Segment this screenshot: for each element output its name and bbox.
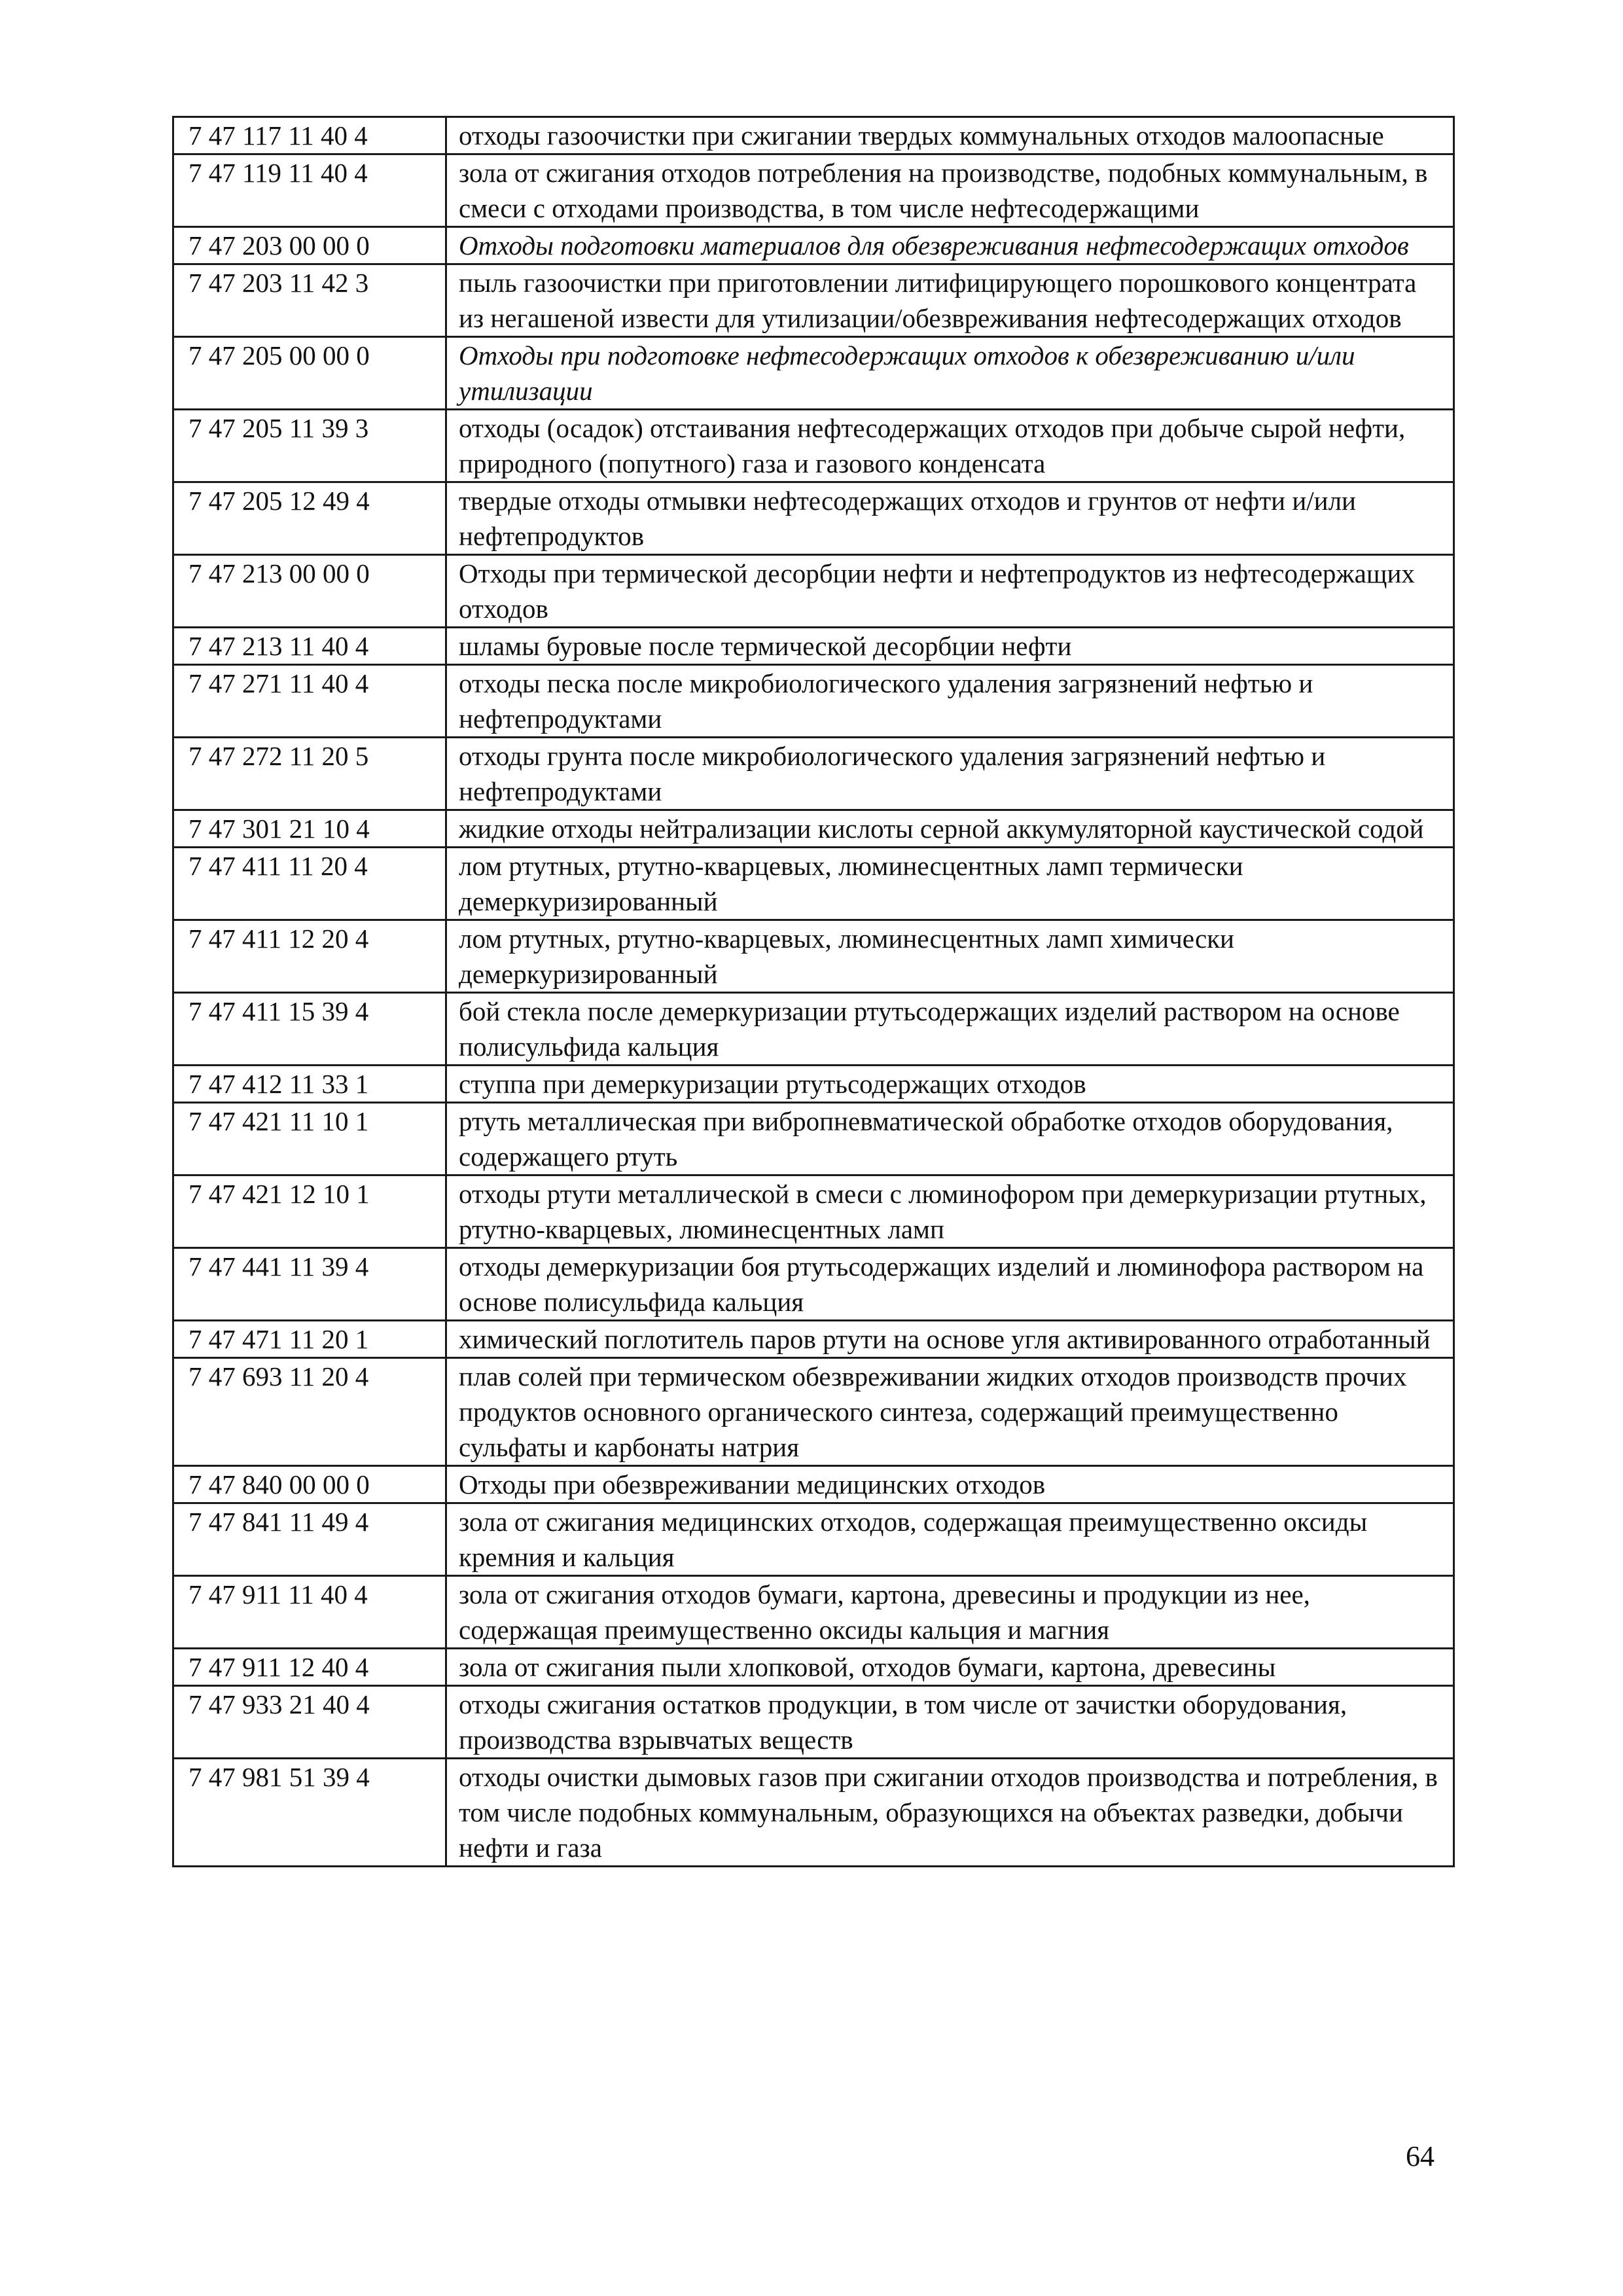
waste-code-cell: 7 47 421 11 10 1 xyxy=(173,1103,446,1175)
table-row xyxy=(173,993,1454,1066)
waste-code-cell: 7 47 412 11 33 1 xyxy=(173,1066,446,1103)
waste-code-cell: 7 47 411 11 20 4 xyxy=(173,848,446,920)
waste-description-cell: бой стекла после демеркуризации ртутьсодержащих изделий раствором на основе полисульфида кальция xyxy=(446,993,1454,1066)
waste-code-cell: 7 47 471 11 20 1 xyxy=(173,1321,446,1358)
waste-description-cell: отходы ртути металлической в смеси с люминофором при демеркуризации ртутных, ртутно-кварцевых, люминесцентных ламп xyxy=(446,1175,1454,1248)
table-body xyxy=(173,117,1454,1867)
waste-description-cell: плав солей при термическом обезвреживании жидких отходов производств прочих продуктов основного органического синтеза, содержащий преимущественно сульфаты и карбонаты натрия xyxy=(446,1358,1454,1466)
waste-code-cell: 7 47 203 00 00 0 xyxy=(173,227,446,264)
waste-description-cell: ртуть металлическая при вибропневматической обработке отходов оборудования, содержащего ртуть xyxy=(446,1103,1454,1175)
table-row xyxy=(173,1466,1454,1503)
table-row xyxy=(173,1175,1454,1248)
waste-description-cell: пыль газоочистки при приготовлении литифицирующего порошкового концентрата из негашеной извести для утилизации/обезвреживания нефтесодержащих отходов xyxy=(446,264,1454,337)
waste-code-cell: 7 47 933 21 40 4 xyxy=(173,1686,446,1759)
waste-code-cell: 7 47 213 11 40 4 xyxy=(173,628,446,665)
waste-description-cell: отходы грунта после микробиологического удаления загрязнений нефтью и нефтепродуктами xyxy=(446,738,1454,810)
waste-code-cell: 7 47 213 00 00 0 xyxy=(173,555,446,628)
waste-description-cell: отходы сжигания остатков продукции, в том числе от зачистки оборудования, производства взрывчатых веществ xyxy=(446,1686,1454,1759)
waste-description-cell: Отходы при подготовке нефтесодержащих отходов к обезвреживанию и/или утилизации xyxy=(446,337,1454,410)
waste-code-cell: 7 47 272 11 20 5 xyxy=(173,738,446,810)
waste-description-cell: отходы песка после микробиологического удаления загрязнений нефтью и нефтепродуктами xyxy=(446,665,1454,738)
waste-description-cell: зола от сжигания отходов бумаги, картона, древесины и продукции из нее, содержащая преимущественно оксиды кальция и магния xyxy=(446,1576,1454,1649)
table-row xyxy=(173,1358,1454,1466)
waste-description-cell: отходы очистки дымовых газов при сжигании отходов производства и потребления, в том числе подобных коммунальным, образующихся на объектах разведки, добычи нефти и газа xyxy=(446,1759,1454,1867)
waste-code-cell: 7 47 205 11 39 3 xyxy=(173,410,446,482)
waste-code-cell: 7 47 693 11 20 4 xyxy=(173,1358,446,1466)
waste-code-cell: 7 47 841 11 49 4 xyxy=(173,1503,446,1576)
table-row xyxy=(173,1321,1454,1358)
waste-description-cell: отходы (осадок) отстаивания нефтесодержащих отходов при добыче сырой нефти, природного (попутного) газа и газового конденсата xyxy=(446,410,1454,482)
table-row xyxy=(173,1103,1454,1175)
waste-code-cell: 7 47 411 12 20 4 xyxy=(173,920,446,993)
table-row xyxy=(173,227,1454,264)
waste-code-cell: 7 47 271 11 40 4 xyxy=(173,665,446,738)
waste-code-cell: 7 47 301 21 10 4 xyxy=(173,810,446,848)
waste-code-cell: 7 47 840 00 00 0 xyxy=(173,1466,446,1503)
waste-classification-table xyxy=(172,116,1455,1867)
waste-description-cell: Отходы при термической десорбции нефти и нефтепродуктов из нефтесодержащих отходов xyxy=(446,555,1454,628)
waste-code-cell: 7 47 205 12 49 4 xyxy=(173,482,446,555)
table-row xyxy=(173,665,1454,738)
waste-description-cell: зола от сжигания медицинских отходов, содержащая преимущественно оксиды кремния и кальция xyxy=(446,1503,1454,1576)
waste-code-cell: 7 47 203 11 42 3 xyxy=(173,264,446,337)
table-row xyxy=(173,1066,1454,1103)
waste-code-cell: 7 47 117 11 40 4 xyxy=(173,117,446,154)
waste-code-cell: 7 47 911 11 40 4 xyxy=(173,1576,446,1649)
waste-code-cell: 7 47 441 11 39 4 xyxy=(173,1248,446,1321)
table-row xyxy=(173,848,1454,920)
waste-description-cell: зола от сжигания отходов потребления на производстве, подобных коммунальным, в смеси с отходами производства, в том числе нефтесодержащими xyxy=(446,154,1454,227)
waste-description-cell: твердые отходы отмывки нефтесодержащих отходов и грунтов от нефти и/или нефтепродуктов xyxy=(446,482,1454,555)
table-row xyxy=(173,1248,1454,1321)
table-row xyxy=(173,920,1454,993)
waste-code-cell: 7 47 981 51 39 4 xyxy=(173,1759,446,1867)
table-row xyxy=(173,154,1454,227)
table-row xyxy=(173,264,1454,337)
table-row xyxy=(173,482,1454,555)
waste-code-cell: 7 47 411 15 39 4 xyxy=(173,993,446,1066)
waste-description-cell: лом ртутных, ртутно-кварцевых, люминесцентных ламп химически демеркуризированный xyxy=(446,920,1454,993)
table-row xyxy=(173,1576,1454,1649)
waste-description-cell: отходы газоочистки при сжигании твердых коммунальных отходов малоопасные xyxy=(446,117,1454,154)
waste-description-cell: жидкие отходы нейтрализации кислоты серной аккумуляторной каустической содой xyxy=(446,810,1454,848)
waste-code-cell: 7 47 205 00 00 0 xyxy=(173,337,446,410)
waste-code-cell: 7 47 421 12 10 1 xyxy=(173,1175,446,1248)
table-row xyxy=(173,117,1454,154)
table-row xyxy=(173,628,1454,665)
waste-code-cell: 7 47 911 12 40 4 xyxy=(173,1649,446,1686)
waste-description-cell: ступпа при демеркуризации ртутьсодержащих отходов xyxy=(446,1066,1454,1103)
table-row xyxy=(173,738,1454,810)
table-row xyxy=(173,810,1454,848)
waste-description-cell: зола от сжигания пыли хлопковой, отходов бумаги, картона, древесины xyxy=(446,1649,1454,1686)
waste-description-cell: шламы буровые после термической десорбции нефти xyxy=(446,628,1454,665)
waste-description-cell: лом ртутных, ртутно-кварцевых, люминесцентных ламп термически демеркуризированный xyxy=(446,848,1454,920)
table-row xyxy=(173,1686,1454,1759)
waste-code-cell: 7 47 119 11 40 4 xyxy=(173,154,446,227)
page-number: 64 xyxy=(1406,2140,1435,2172)
table-row xyxy=(173,410,1454,482)
waste-description-cell: Отходы при обезвреживании медицинских отходов xyxy=(446,1466,1454,1503)
table-row xyxy=(173,1503,1454,1576)
waste-description-cell: Отходы подготовки материалов для обезвреживания нефтесодержащих отходов xyxy=(446,227,1454,264)
table-row xyxy=(173,1649,1454,1686)
table-row xyxy=(173,337,1454,410)
waste-description-cell: химический поглотитель паров ртути на основе угля активированного отработанный xyxy=(446,1321,1454,1358)
waste-description-cell: отходы демеркуризации боя ртутьсодержащих изделий и люминофора раствором на основе полисульфида кальция xyxy=(446,1248,1454,1321)
table-row xyxy=(173,555,1454,628)
table-row xyxy=(173,1759,1454,1867)
